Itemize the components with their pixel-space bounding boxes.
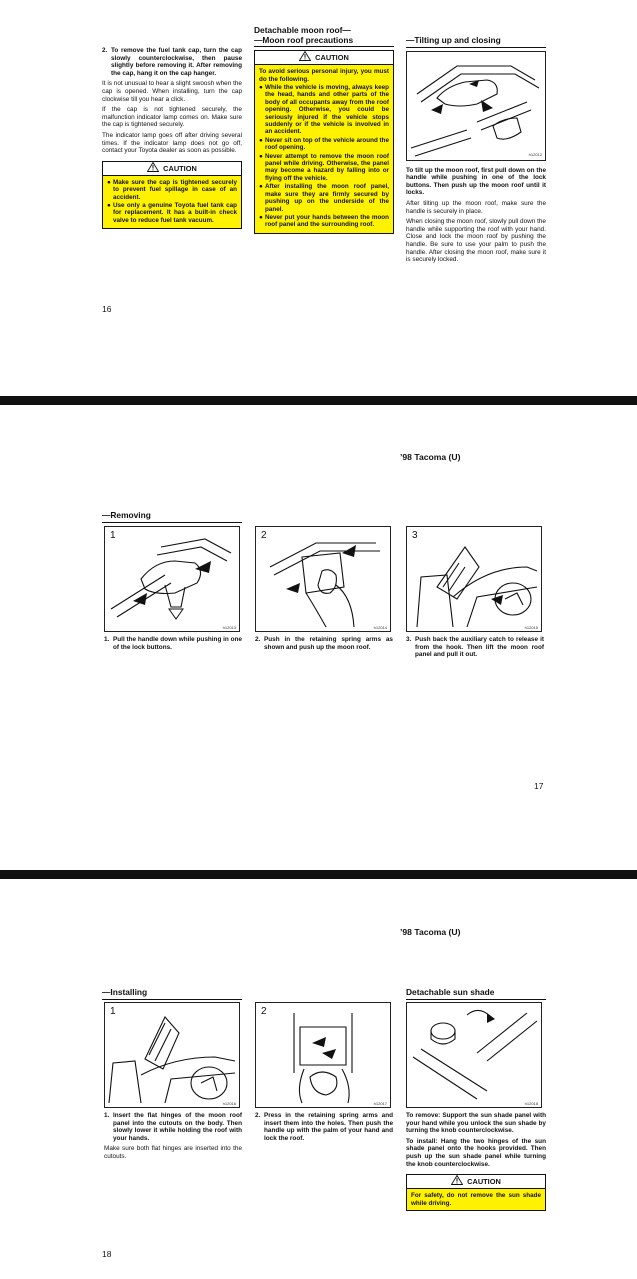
caution-box-sun-shade: CAUTION For safety, do not remove the sun shade while driving. <box>406 1174 546 1211</box>
caution-item: ● Never sit on top of the vehicle around the roof opening. <box>259 136 389 152</box>
retaining-spring-illustration <box>256 1003 390 1107</box>
paragraph: When closing the moon roof, slowly pull down the handle while supporting the roof with your hand. Close and lock the moon roof by pushing the handle. Be sure to use your palm to push the handle. After closing the moon roof, make sure it is securely locked. <box>406 218 546 264</box>
figure-caption: Insert the flat hinges of the moon roof panel into the cutouts on the body. Then slowly lower it while holding the roof with your hands. <box>113 1112 242 1142</box>
caution-item: ● While the vehicle is moving, always keep the head, hands and other parts of the body of all occupants away from the roof opening. Otherwise, you could be seriously injured if the vehicle stops suddenly or if the vehicle is involved in an accident. <box>259 84 389 136</box>
page16-right-column: —Tilting up and closing h12012 To tilt up the moon roof, first pull down on the handle while pushing in one of the lock buttons. Then push up the moon roof until it locks. After tilting up the moon roof, make sure the handle is securely in place. When closing the moon roof, slowly pull down the handle while supporting the roof with your hand. Close and lock the moon roof by pushing the handle. Be sure to use your palm to push the handle. After closing the moon roof, make sure it is securely locked. <box>406 35 546 264</box>
subsection-heading: —Removing <box>102 510 151 520</box>
figure-removing-2: 2 h12014 <box>255 526 391 632</box>
paragraph: The indicator lamp goes off after driving several times. If the indicator lamp does not go off, contact your Toyota dealer as soon as possible. <box>102 131 242 155</box>
sun-shade-knob-illustration <box>407 1003 541 1107</box>
page16-middle-column <box>254 26 394 234</box>
page16-left-column <box>102 47 242 229</box>
caution-item: ● After installing the moon roof panel, make sure they are firmly secured by pushing up on the underside of the panel. <box>259 183 389 213</box>
figure-tilting-up: h12012 <box>406 51 546 161</box>
caution-item: ● Never attempt to remove the moon roof panel while driving. Otherwise, the panel may become a hazard by falling into or flying off the vehicle. <box>259 152 389 182</box>
page-16 <box>0 0 637 396</box>
caution-box-fuel: CAUTION ● Make sure the cap is tightened securely to prevent fuel spillage in case of an accident. ● Use only a genuine Toyota fuel tank cap for replacement. It has a built-in check valve to reduce fuel tank vacuum. <box>102 161 242 229</box>
figure-caption: Push back the auxiliary catch to release it from the hook. Then lift the moon roof panel and pull it out. <box>415 636 544 659</box>
caution-item: ● Use only a genuine Toyota fuel tank cap for replacement. It has a built-in check valve to reduce fuel tank vacuum. <box>107 201 237 224</box>
subsection-heading: —Moon roof precautions <box>254 34 354 45</box>
sun-shade-text: To remove: Support the sun shade panel with your hand while you unlock the sun shade by turning the knob counterclockwise. To install: Hang the two hinges of the sun shade panel onto the hooks provided. Then push up the sun shade panel while turning the knob counterclockwise. CAUTION For safety, do not remove the sun shade while driving. <box>406 1112 546 1211</box>
caution-item: ● Make sure the cap is tightened securely to prevent fuel spillage in case of an accident. <box>107 178 237 201</box>
page-divider <box>0 396 637 405</box>
figure-installing-2: 2 h12017 <box>255 1002 391 1108</box>
figure-sun-shade: h12018 <box>406 1002 542 1108</box>
warning-triangle-icon <box>147 162 159 176</box>
section-heading: Detachable sun shade <box>406 987 495 997</box>
paragraph: Make sure both flat hinges are inserted into the cutouts. <box>104 1145 242 1160</box>
auxiliary-catch-illustration <box>407 527 541 631</box>
section-heading: Detachable moon roof— <box>254 25 351 35</box>
subsection-heading: —Installing <box>102 987 148 997</box>
subsection-heading: —Tilting up and closing <box>406 35 501 45</box>
page-number: 18 <box>102 1249 112 1259</box>
figure-caption: Push in the retaining spring arms as shown and push up the moon roof. <box>264 636 393 651</box>
spring-arm-illustration <box>256 527 390 631</box>
caution-item: ● Never put your hands between the moon roof panel and the surrounding roof. <box>259 213 389 229</box>
step-2: 2. To remove the fuel tank cap, turn the cap slowly counterclockwise, then pause slightly before removing it. After removing the cap, hang it on the cap hanger. <box>102 47 242 77</box>
figure-removing-3: 3 h12015 <box>406 526 542 632</box>
page-divider <box>0 870 637 879</box>
page-number: 17 <box>534 781 544 791</box>
figure-removing-1: 1 h12013 <box>104 526 240 632</box>
page-17: ’98 Tacoma (U) —Removing 1 h12013 2 h12014 3 h12015 1. Pull the handle down while pushing in one of the lock buttons. 2. Push in the retaining spring arms as shown and push up the moon roof. 3. Push back the auxiliary catch to release it from the hook. Then lift the moon roof panel and pull it out. 17 <box>0 405 637 867</box>
model-label: ’98 Tacoma (U) <box>400 927 461 937</box>
handle-pull-illustration <box>105 527 239 631</box>
flat-hinge-illustration <box>105 1003 239 1107</box>
moon-roof-tilt-illustration <box>407 52 545 160</box>
warning-triangle-icon <box>299 51 311 65</box>
model-label: ’98 Tacoma (U) <box>400 452 461 462</box>
figure-installing-1: 1 h12016 <box>104 1002 240 1108</box>
warning-triangle-icon <box>451 1175 463 1189</box>
page-number: 16 <box>102 304 112 314</box>
caution-box-moon-roof: CAUTION To avoid serious personal injury, you must do the following. ● While the vehicle is moving, always keep the head, hands and other parts of the body of all occupants away from the roof opening. Otherwise, you could be seriously injured if the vehicle stops suddenly or if the vehicle is involved in an accident. ● Never sit on top of the vehicle around the roof opening. ● Never attempt to remove the moon roof panel while driving. Otherwise, the panel may become a hazard by falling into or flying off the vehicle. ● After installing the moon roof panel, make sure they are firmly secured by pushing up on the underside of the panel. ● Never put your hands between the moon roof panel and the surrounding roof. <box>254 50 394 234</box>
figure-caption: Pull the handle down while pushing in one of the lock buttons. <box>113 636 242 651</box>
paragraph: It is not unusual to hear a slight swoosh when the cap is opened. When installing, turn the cap clockwise till you hear a click. <box>102 80 242 103</box>
paragraph: If the cap is not tightened securely, the malfunction indicator lamp comes on. Make sure the cap is tightened securely. <box>102 106 242 129</box>
page-18: ’98 Tacoma (U) —Installing Detachable sun shade 1 h12016 2 h12017 h12018 1. Insert the flat hinges of the moon roof panel into the cutouts on the body. Then slowly lower it while holding the roof with your hands. Make sure both flat hinges are inserted into the cutouts. 2. Press in the retaining spring arms and insert them into the holes. Then push the handle up with the palm of your hand and lock the roof. To remove: Support the sun shade panel with your hand while you unlock the sun shade by turning the knob counterclockwise. To install: Hang the two hinges of the sun shade panel onto the hooks provided. Then push up the sun shade panel while turning the knob counterclockwise. CAUTION For safety, do not remove the sun shade while driving. 18 <box>0 879 637 1279</box>
figure-caption: Press in the retaining spring arms and insert them into the holes. Then push the handle up with the palm of your hand and lock the roof. <box>264 1112 393 1142</box>
paragraph: After tilting up the moon roof, make sure the handle is securely in place. <box>406 199 546 215</box>
